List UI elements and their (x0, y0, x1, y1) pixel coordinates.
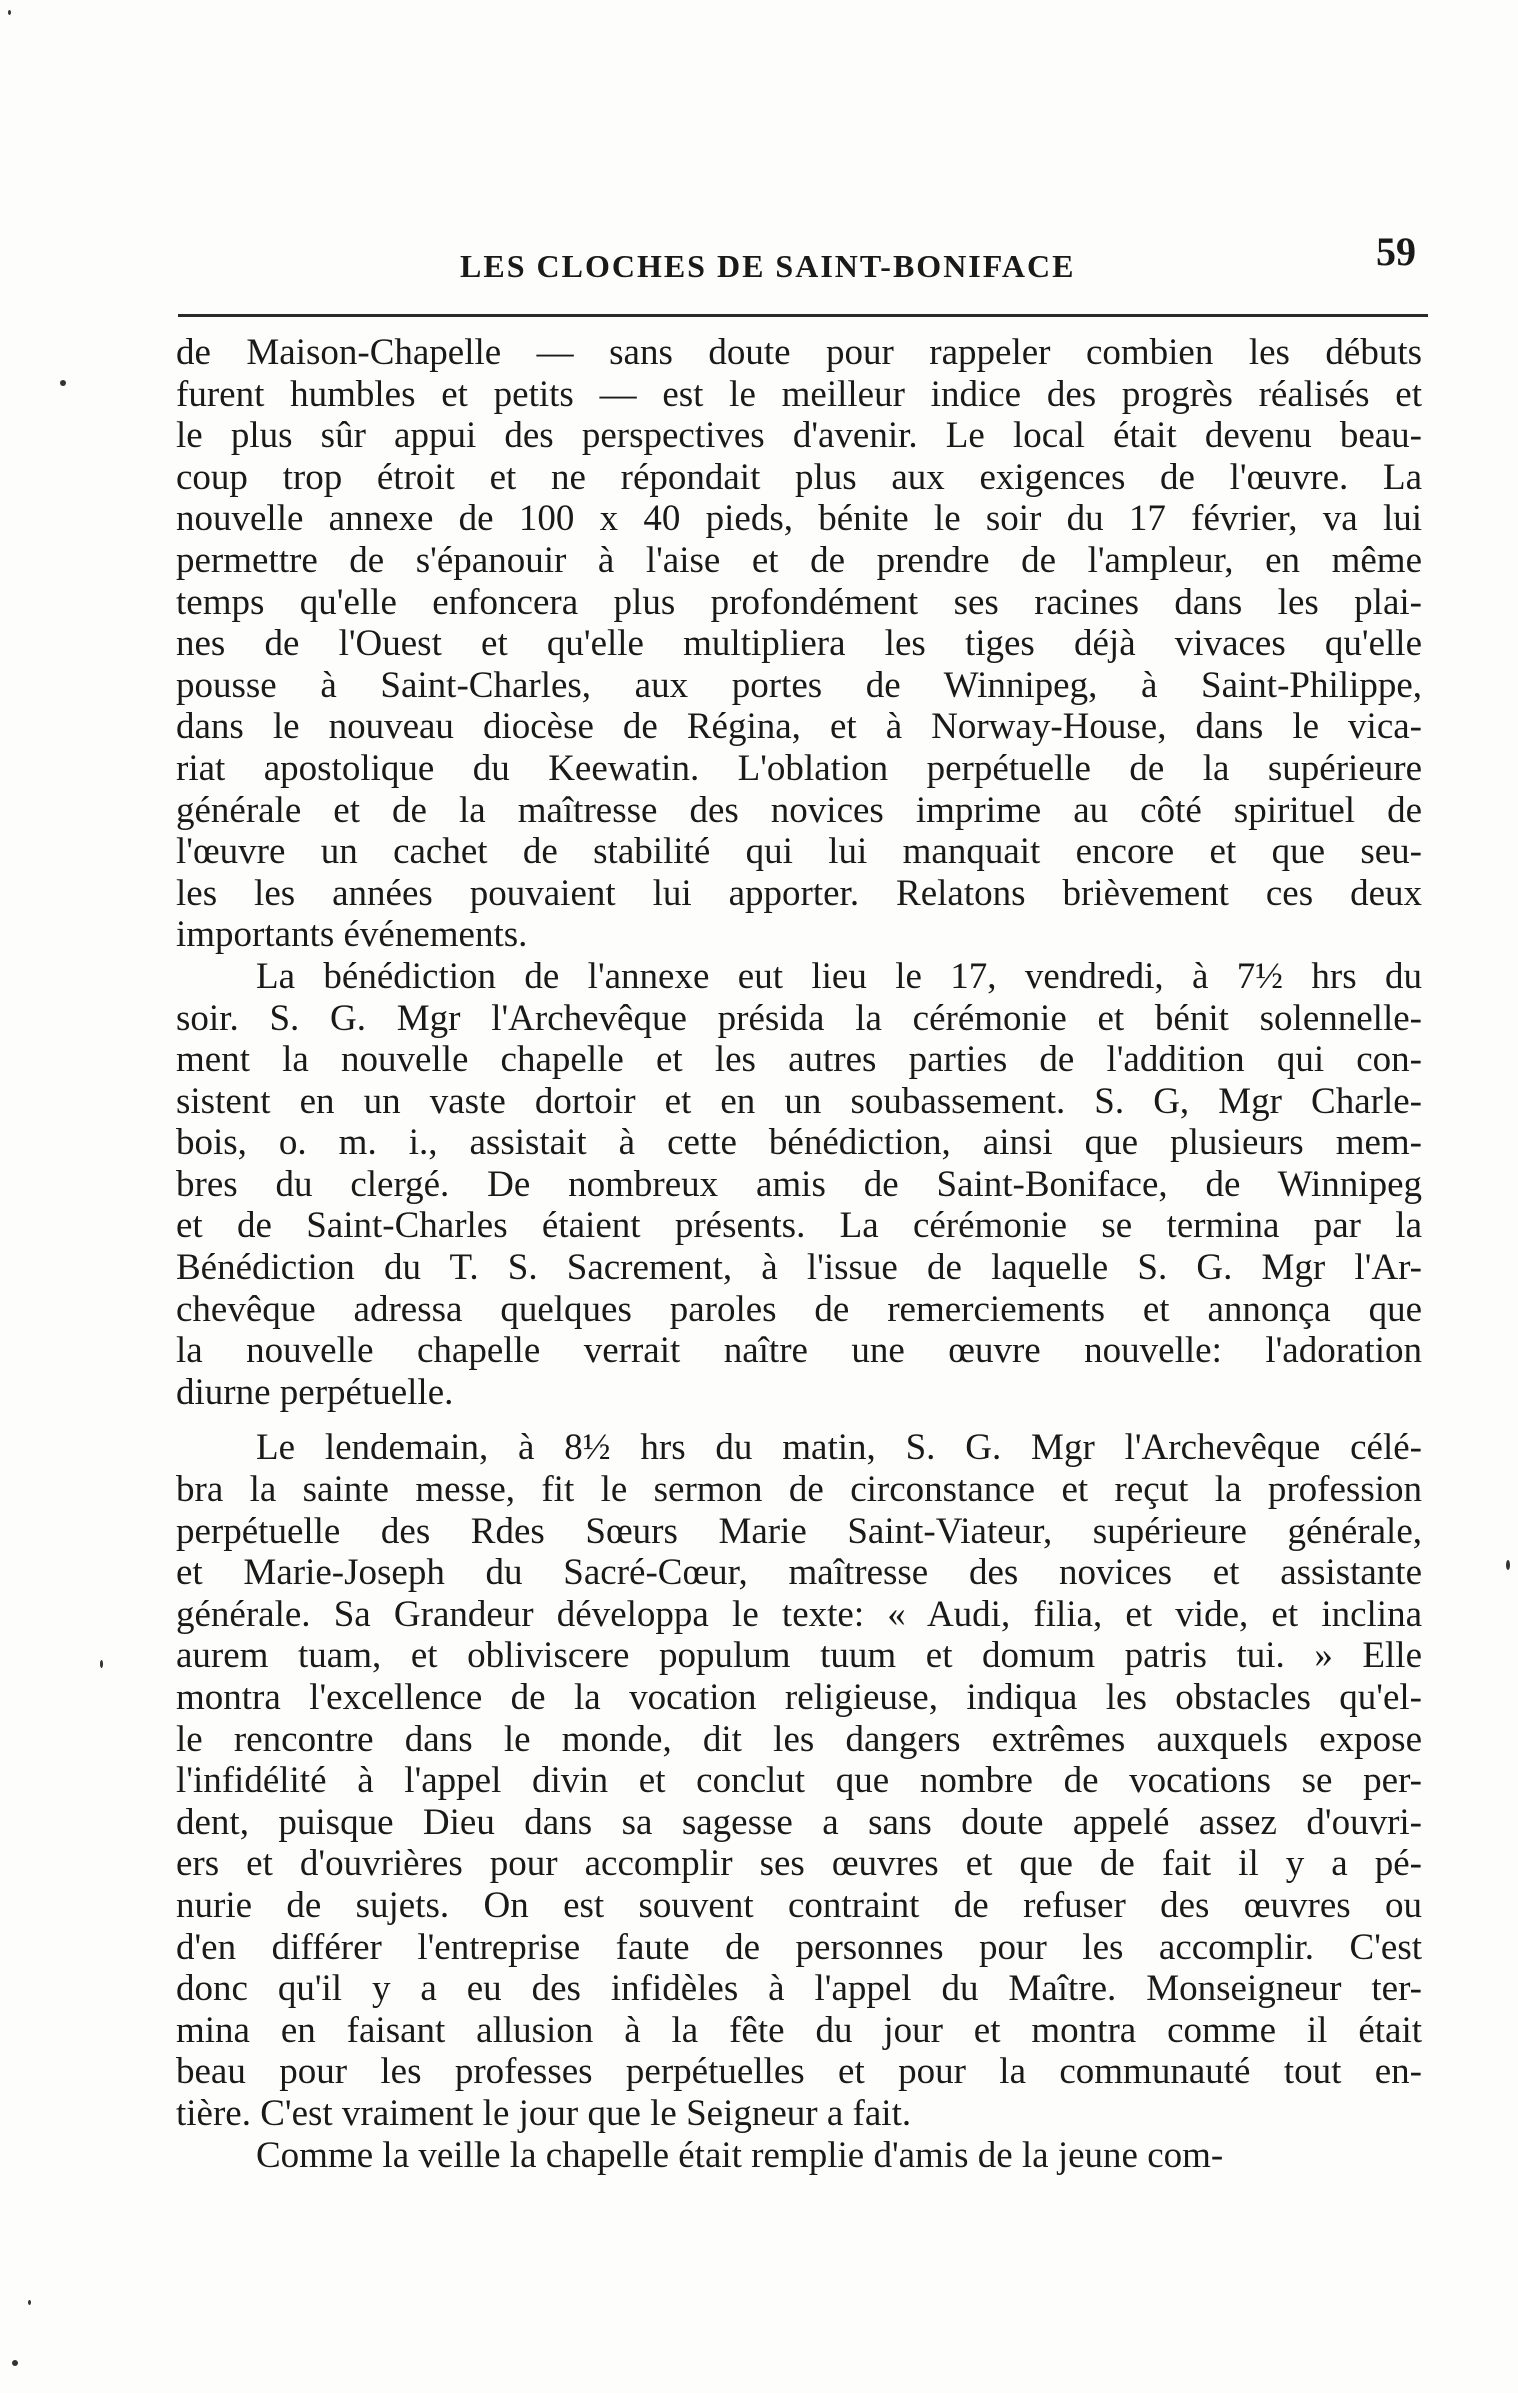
text-line: ers et d'ouvrières pour accomplir ses œuvres et que de fait il y a pé- (176, 1843, 1422, 1885)
paragraph (176, 332, 1422, 956)
text-line: diurne perpétuelle. (176, 1371, 454, 1413)
text-line: la nouvelle chapelle verrait naître une œuvre nouvelle: l'adoration (176, 1330, 1422, 1372)
text-line: et Marie-Joseph du Sacré-Cœur, maîtresse des novices et assistante (176, 1552, 1422, 1594)
scan-speck (100, 1660, 103, 1668)
text-line: les les années pouvaient lui apporter. Relatons brièvement ces deux (176, 872, 1422, 914)
body-text (176, 332, 1422, 2176)
text-line: furent humbles et petits — est le meilleur indice des progrès réalisés et (176, 373, 1422, 415)
text-line: dans le nouveau diocèse de Régina, et à Norway-House, dans le vica- (176, 706, 1422, 748)
scan-speck (28, 2300, 31, 2305)
text-line: temps qu'elle enfoncera plus profondément ses racines dans les plai- (176, 581, 1422, 623)
text-line: et de Saint-Charles étaient présents. La cérémonie se termina par la (176, 1205, 1422, 1247)
text-line: aurem tuam, et obliviscere populum tuum et domum patris tui. » Elle (176, 1635, 1422, 1677)
text-line: importants événements. (176, 914, 528, 956)
text-line: bres du clergé. De nombreux amis de Saint-Boniface, de Winnipeg (176, 1163, 1422, 1205)
text-line: Le lendemain, à 8½ hrs du matin, S. G. Mgr l'Archevêque célé- (256, 1427, 1422, 1469)
text-line: bra la sainte messe, fit le sermon de circonstance et reçut la profession (176, 1469, 1422, 1511)
scan-speck (12, 2360, 18, 2366)
text-line: nes de l'Ouest et qu'elle multipliera les tiges déjà vivaces qu'elle (176, 623, 1422, 665)
text-line: Bénédiction du T. S. Sacrement, à l'issue de laquelle S. G. Mgr l'Ar- (176, 1247, 1422, 1289)
text-line: La bénédiction de l'annexe eut lieu le 17, vendredi, à 7½ hrs du (256, 955, 1422, 997)
text-line: Comme la veille la chapelle était remplie d'amis de la jeune com- (256, 2134, 1224, 2176)
text-line: nouvelle annexe de 100 x 40 pieds, bénite le soir du 17 février, va lui (176, 498, 1422, 540)
paragraph (176, 956, 1422, 1414)
text-line: ment la nouvelle chapelle et les autres parties de l'addition qui con- (176, 1039, 1422, 1081)
text-line: riat apostolique du Keewatin. L'oblation perpétuelle de la supérieure (176, 747, 1422, 789)
text-line: sistent en un vaste dortoir et en un soubassement. S. G, Mgr Charle- (176, 1080, 1422, 1122)
text-line: nurie de sujets. On est souvent contraint de refuser des œuvres ou (176, 1884, 1422, 1926)
text-line: de Maison-Chapelle — sans doute pour rappeler combien les débuts (176, 332, 1422, 373)
text-line: chevêque adressa quelques paroles de remerciements et annonça que (176, 1288, 1422, 1330)
text-line: l'œuvre un cachet de stabilité qui lui manquait encore et que seu- (176, 831, 1422, 873)
text-line: donc qu'il y a eu des infidèles à l'appel du Maître. Monseigneur ter- (176, 1968, 1422, 2010)
text-line: le rencontre dans le monde, dit les dangers extrêmes auxquels expose (176, 1718, 1422, 1760)
text-line: bois, o. m. i., assistait à cette bénédiction, ainsi que plusieurs mem- (176, 1122, 1422, 1164)
text-line: soir. S. G. Mgr l'Archevêque présida la cérémonie et bénit solennelle- (176, 997, 1422, 1039)
text-line: pousse à Saint-Charles, aux portes de Winnipeg, à Saint-Philippe, (176, 664, 1422, 706)
text-line: montra l'excellence de la vocation religieuse, indiqua les obstacles qu'el- (176, 1677, 1422, 1718)
text-line: tière. C'est vraiment le jour que le Seigneur a fait. (176, 2092, 912, 2134)
text-line: dent, puisque Dieu dans sa sagesse a sans doute appelé assez d'ouvri- (176, 1801, 1422, 1843)
text-line: mina en faisant allusion à la fête du jour et montra comme il était (176, 2009, 1422, 2051)
text-line: perpétuelle des Rdes Sœurs Marie Saint-Viateur, supérieure générale, (176, 1510, 1422, 1552)
scan-speck (60, 380, 66, 386)
text-line: l'infidélité à l'appel divin et conclut que nombre de vocations se per- (176, 1760, 1422, 1802)
text-line: permettre de s'épanouir à l'aise et de prendre de l'ampleur, en même (176, 539, 1422, 581)
text-line: générale. Sa Grandeur développa le texte: « Audi, filia, et vide, et inclina (176, 1593, 1422, 1635)
scan-speck (1506, 1560, 1510, 1570)
scan-speck (8, 10, 11, 15)
paragraph (176, 2135, 1422, 2177)
text-line: générale et de la maîtresse des novices imprime au côté spirituel de (176, 789, 1422, 831)
text-line: beau pour les professes perpétuelles et pour la communauté tout en- (176, 2051, 1422, 2093)
text-line: coup trop étroit et ne répondait plus aux exigences de l'œuvre. La (176, 456, 1422, 498)
running-title: LES CLOCHES DE SAINT-BONIFACE (460, 248, 1076, 284)
paragraph (176, 1427, 1422, 2134)
text-line: d'en différer l'entreprise faute de personnes pour les accomplir. C'est (176, 1926, 1422, 1968)
paragraph-gap (176, 1413, 1422, 1427)
header-rule (178, 314, 1428, 317)
page-number: 59 (1376, 229, 1416, 274)
text-line: le plus sûr appui des perspectives d'avenir. Le local était devenu beau- (176, 415, 1422, 457)
